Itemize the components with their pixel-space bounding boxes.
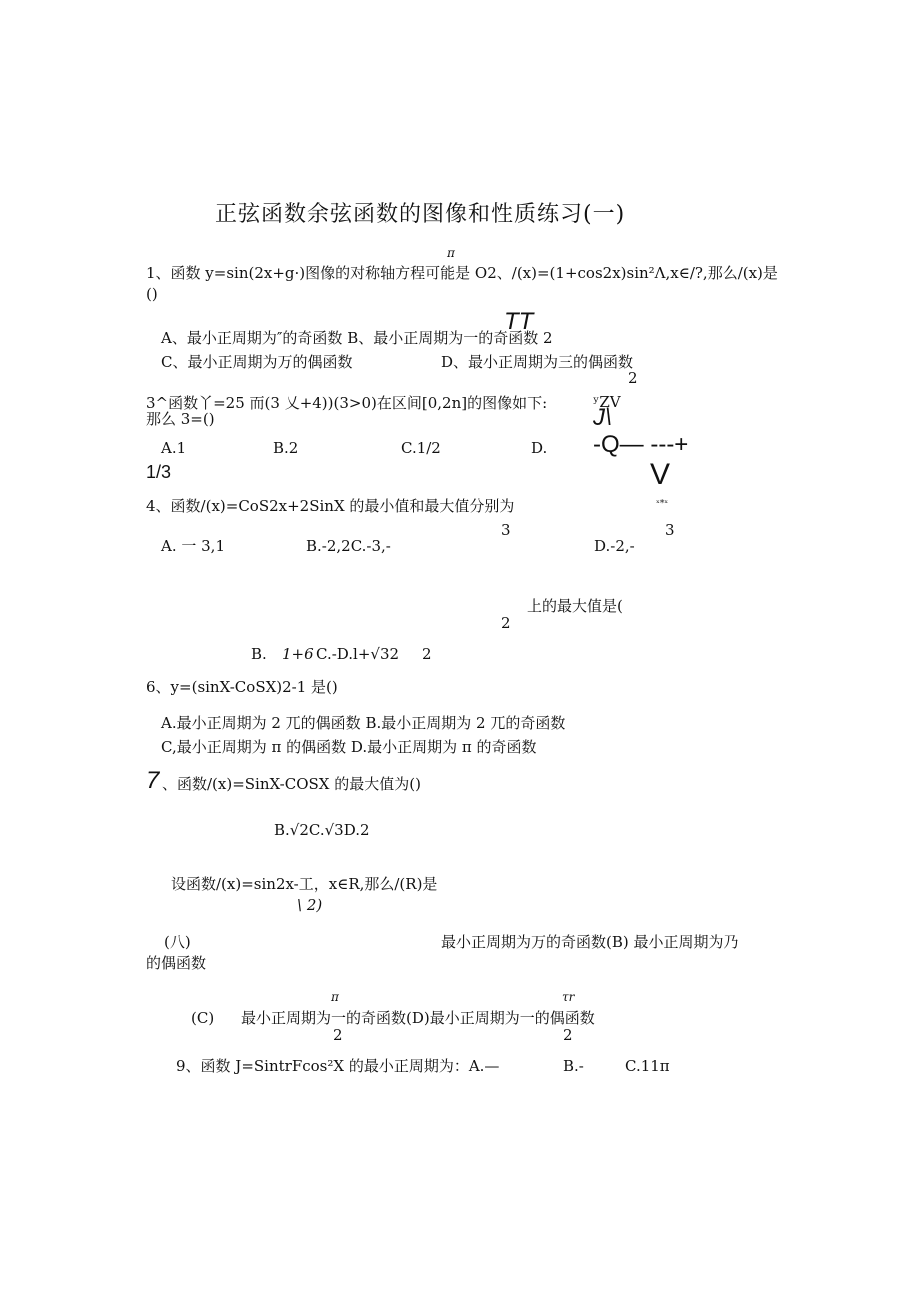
q3-option-c: C.1/2 <box>401 439 441 457</box>
q8-tau-mark: τr <box>562 990 575 1004</box>
q1-text: 1、函数 y=sin(2x+g·)图像的对称轴方程可能是 O2、/(x)=(1+cos2x)sin²Λ,x∈/?,那么/(x)是 <box>146 264 778 282</box>
q5-option-b: B. <box>251 645 267 663</box>
q8-option-a-b: 最小正周期为万的奇函数(B) 最小正周期为乃 <box>441 933 739 951</box>
q5-text-tail: 上的最大值是( <box>527 597 623 615</box>
q4-option-b-c: B.-2,2C.-3,- <box>306 537 391 555</box>
q3-option-d: D. <box>531 439 548 457</box>
q3-graph-axis: -Q— ---+ <box>593 431 689 458</box>
q5-option-b-value: 1+6 <box>282 645 314 663</box>
q3-option-d-value: 1/3 <box>146 462 172 482</box>
q1-pi-mark: π <box>447 246 455 260</box>
q3-option-a: A.1 <box>161 439 187 457</box>
q8-option-b-tail: 的偶函数 <box>146 954 207 972</box>
q5-option-tail: 2 <box>422 645 432 663</box>
q6-option-a-b: A.最小正周期为 2 兀的偶函数 B.最小正周期为 2 兀的奇函数 <box>161 714 566 732</box>
q3-graph-label-2: J\ <box>593 404 612 431</box>
q9-option-b: B.- <box>563 1057 584 1075</box>
q3-text: 3^函数丫=25 而(3 乂+4))(3>0)在区间[0,2n]的图像如下: <box>146 394 548 412</box>
q2-option-d: D、最小正周期为三的偶函数 <box>441 353 634 371</box>
q9-option-c: C.11π <box>625 1057 670 1075</box>
q5-sub-2: 2 <box>501 614 511 632</box>
q8-option-c-label: (C) <box>191 1009 215 1027</box>
q8-sub-2-right: 2 <box>563 1026 573 1044</box>
q8-sub-2-left: 2 <box>333 1026 343 1044</box>
q4-text: 4、函数/(x)=CoS2x+2SinX 的最小值和最大值分别为 <box>146 497 515 515</box>
q8-pi-mark: π <box>331 990 339 1004</box>
q1-paren: () <box>146 285 158 303</box>
q7-number: 7 <box>146 767 160 794</box>
q7-text: 、函数/(x)=SinX-COSX 的最大值为() <box>162 775 421 793</box>
q6-option-c-d: C,最小正周期为 π 的偶函数 D.最小正周期为 π 的奇函数 <box>161 738 537 756</box>
q2-option-c: C、最小正周期为万的偶函数 <box>161 353 353 371</box>
q4-option-d: D.-2,- <box>594 537 635 555</box>
q2-option-d-sub: 2 <box>628 369 638 387</box>
q8-sub: \ 2) <box>297 896 323 914</box>
q8-option-a-label: (八) <box>164 933 191 951</box>
q4-num-3b: 3 <box>665 521 675 539</box>
q3-graph-marks: ˣ*ˣ <box>656 499 669 509</box>
q4-num-3a: 3 <box>501 521 511 539</box>
q8-text: 设函数/(x)=sin2x-工，x∈R,那么/(R)是 <box>171 875 438 893</box>
q5-option-c-d: C.-D.l+√32 <box>316 645 400 663</box>
q9-text: 9、函数 J=SintrFcos²X 的最小正周期为：A.— <box>176 1057 500 1075</box>
q3-option-b: B.2 <box>273 439 299 457</box>
q2-option-a-b: A、最小正周期为″的奇函数 B、最小正周期为一的奇函数 2 <box>161 329 553 347</box>
q3-text-2: 那么 3=() <box>146 410 215 428</box>
q6-text: 6、y=(sinX-CoSX)2-1 是() <box>146 678 338 696</box>
q3-graph-v: V <box>650 458 671 491</box>
q7-options: B.√2C.√3D.2 <box>274 821 370 839</box>
q2-tt-mark: TT <box>504 308 534 335</box>
page-title: 正弦函数余弦函数的图像和性质练习(一) <box>215 202 626 227</box>
q4-option-a: A. 一 3,1 <box>161 537 225 555</box>
q8-option-c-d: 最小正周期为一的奇函数(D)最小正周期为一的偶函数 <box>241 1009 595 1027</box>
q3-graph-label-1: ʸZV <box>593 393 621 411</box>
